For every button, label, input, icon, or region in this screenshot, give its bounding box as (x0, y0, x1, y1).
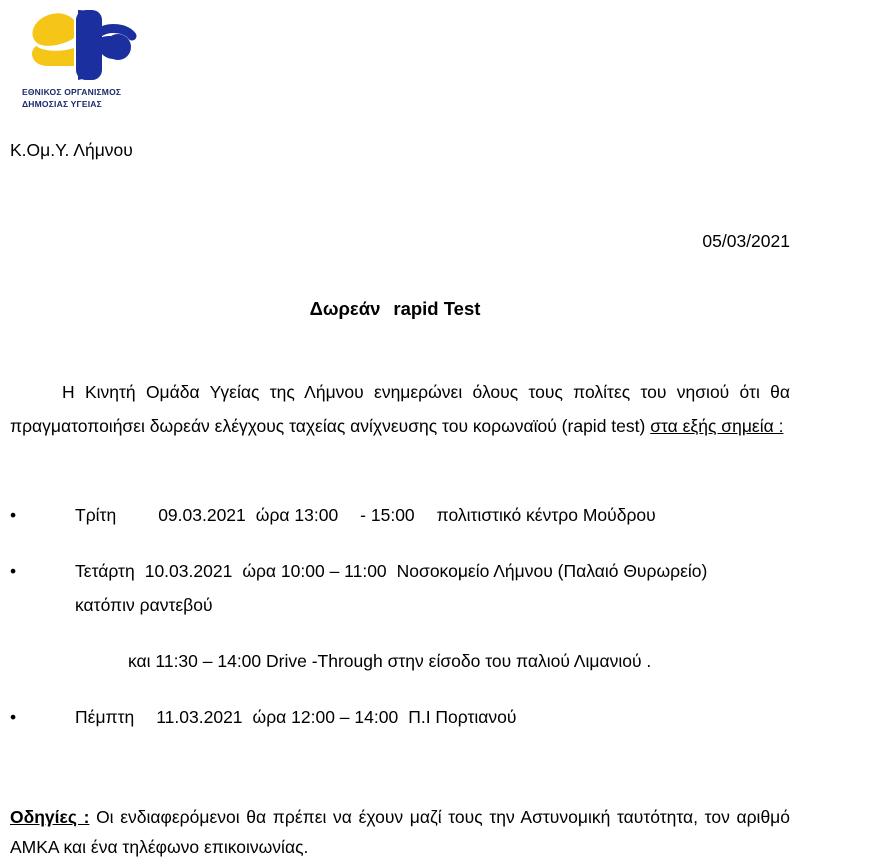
list-item-body (75, 554, 800, 622)
list-item-date: 10.03.2021 (144, 561, 233, 581)
document-title (0, 298, 790, 320)
list-item-body (75, 498, 800, 532)
instructions-text: Οι ενδιαφερόμενοι θα πρέπει να έχουν μαζί τους την Αστυνομική ταυτότητα, τον αριθμό ΑΜΚΑ και ένα τηλέφωνο επικοινωνίας. (10, 807, 790, 857)
schedule-list (10, 498, 800, 756)
list-item-date: 09.03.2021 (158, 505, 246, 525)
intro-text: Η Κινητή Ομάδα Υγείας της Λήμνου ενημερώνει όλους τους πολίτες του νησιού ότι θα πραγματοποιήσει δωρεάν ελέγχους ταχείας ανίχνευσης του κορωναϊού (rapid test) (10, 382, 790, 436)
list-item-time-end: - 15:00 (360, 505, 415, 525)
list-item (10, 700, 800, 734)
organization-logo (14, 8, 164, 113)
title-part-1: Δωρεάν (309, 298, 381, 319)
list-item-time: ώρα 12:00 – 14:00 (252, 707, 399, 727)
logo-org-line-2: ΔΗΜΟΣΙΑΣ ΥΓΕΙΑΣ (22, 98, 102, 109)
list-item (10, 498, 800, 532)
title-part-2: rapid Test (393, 298, 481, 319)
bullet-icon: • (10, 561, 17, 581)
list-item-time: ώρα 13:00 (255, 505, 339, 525)
list-item (10, 554, 800, 622)
instructions-label: Οδηγίες : (10, 807, 90, 827)
intro-underlined-text: στα εξής σημεία : (650, 416, 784, 436)
logo-org-line-1: ΕΘΝΙΚΟΣ ΟΡΓΑΝΙΣΜΟΣ (22, 87, 122, 97)
document-date: 05/03/2021 (702, 231, 790, 251)
drive-through-line: και 11:30 – 14:00 Drive -Through στην είσοδο του παλιού Λιμανιού . (128, 651, 652, 671)
list-item-day: Τετάρτη (75, 561, 135, 581)
list-item-place: Π.Ι Πορτιανού (408, 707, 517, 727)
list-item-time: ώρα 10:00 – 11:00 (242, 561, 387, 581)
list-item-day: Πέμπτη (75, 707, 135, 727)
bullet-icon: • (10, 505, 17, 525)
list-item-place: Νοσοκομείο Λήμνου (Παλαιό Θυρωρείο) (396, 561, 708, 581)
instructions-paragraph (10, 802, 790, 862)
list-item-body (75, 700, 800, 734)
intro-paragraph (10, 375, 790, 443)
unit-name: Κ.Ομ.Υ. Λήμνου (10, 140, 133, 160)
list-item-place: πολιτιστικό κέντρο Μούδρου (436, 505, 656, 525)
list-item-note: κατόπιν ραντεβού (75, 595, 213, 615)
list-item-date: 11.03.2021 (156, 707, 243, 727)
bullet-icon: • (10, 707, 17, 727)
eody-logo-icon (22, 8, 150, 86)
list-item-day: Τρίτη (75, 505, 117, 525)
